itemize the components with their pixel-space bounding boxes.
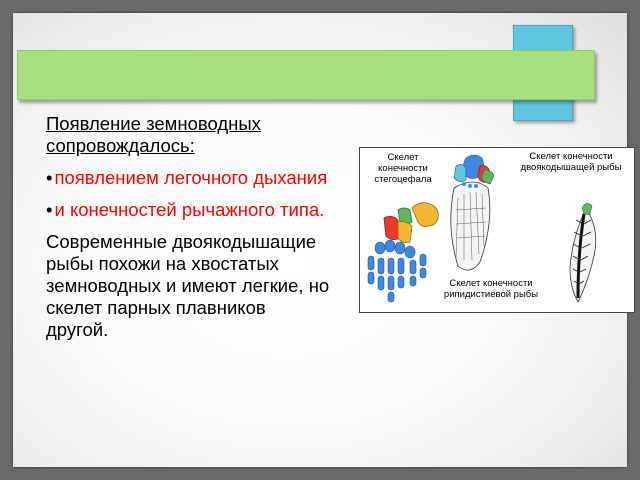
body-paragraph: Современные двоякодышащие рыбы похожи на хвостатых земноводных и имеют легкие, но скелет парных плавников другой.	[46, 231, 330, 340]
bullet-item	[46, 199, 331, 221]
lungfish-fin-drawing	[570, 203, 596, 302]
text-content	[46, 113, 331, 341]
bullet-text: и конечностей рычажного типа.	[54, 199, 325, 220]
bullet-item	[46, 167, 331, 189]
caption-lungfish: Скелет конечности двоякодышащей рыбы	[520, 151, 622, 173]
limb-skeleton-figure	[359, 147, 635, 313]
bullet-text: появлением легочного дыхания	[54, 167, 328, 188]
rhipidistian-fin-drawing	[451, 155, 494, 270]
caption-rhipidistian: Скелет конечности рипидистиевой рыбы	[443, 278, 539, 300]
lead-text: Появление земноводных сопровождалось:	[46, 113, 261, 156]
title-bar	[17, 50, 595, 100]
bullet-dot-icon: •	[46, 167, 53, 188]
caption-stegocephalus: Скелет конечности стегоцефала	[374, 152, 432, 185]
bullet-dot-icon: •	[46, 199, 53, 220]
slide	[13, 13, 627, 467]
